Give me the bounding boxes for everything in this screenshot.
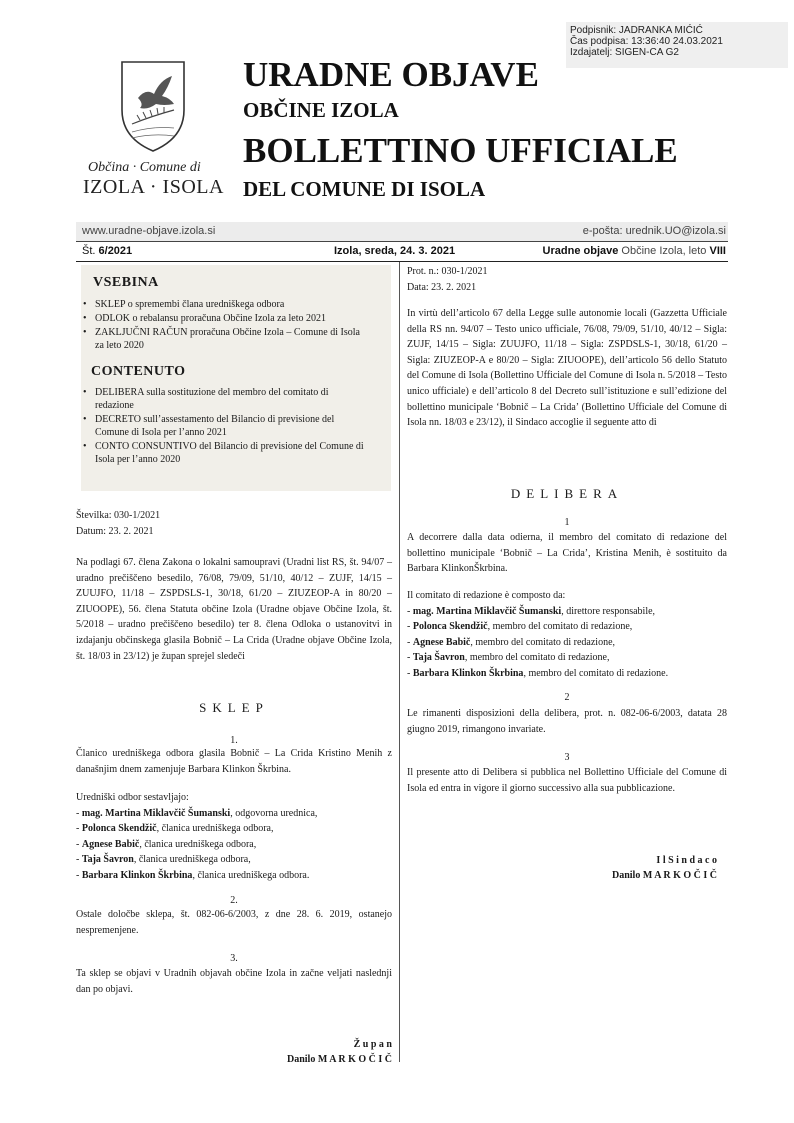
publication-year: VIII <box>709 245 726 257</box>
toc-item[interactable]: • ODLOK o rebalansu proračuna Občine Izola za leto 2021 <box>83 312 368 325</box>
issue-number <box>82 245 132 257</box>
toc-heading-slovene: VSEBINA <box>93 275 159 290</box>
right-article-2: Le rimanenti disposizioni della delibera, prot. n. 082-06-6/2003, datata 28 giugno 2019, rimangono invariate. <box>407 708 727 735</box>
member-role: , članica uredniškega odbora, <box>156 823 274 835</box>
left-board-member: - Barbara Klinkon Škrbina, članica uredniškega odbora. <box>76 869 310 881</box>
member-role: , članica uredniškega odbora, <box>133 854 251 866</box>
crest-municipality-name: IZOLA · ISOLA <box>83 176 224 198</box>
right-board-member: - mag. Martina Miklavčič Šumanski, direttore responsabile, <box>407 605 656 617</box>
member-name: Agnese Babič <box>412 636 471 648</box>
right-article-number: 2 <box>564 692 570 703</box>
toc-item[interactable]: • SKLEP o spremembi člana uredniškega odbora <box>83 298 368 311</box>
toc-item[interactable]: • CONTO CONSUNTIVO del Bilancio di previsione del Comune di Isola per l’anno 2020 <box>83 440 368 466</box>
left-ref-number: Številka: 030-1/2021 <box>76 510 161 521</box>
member-name: Barbara Klinkon Škrbina <box>81 869 193 881</box>
left-article-3: Ta sklep se objavi v Uradnih objavah občine Izola in začne veljati naslednji dan po objavi. <box>76 968 392 995</box>
url-bar <box>76 222 728 242</box>
signer-first-name: Danilo <box>286 1054 316 1065</box>
issue-number-label: Št. <box>82 245 96 257</box>
subtitle-slovene: OBČINE IZOLA <box>243 98 399 122</box>
left-article-1: Članico uredniškega odbora glasila Bobnič – La Crida Kristino Menih z današnjim dnem zamenjuje Barbara Klinkon Škrbina. <box>76 748 392 775</box>
left-article-2: Ostale določbe sklepa, št. 082-06-6/2003, z dne 28. 6. 2019, ostanejo nespremenjene. <box>76 909 392 936</box>
signer-last-name: M A R K O Č I Č <box>642 870 717 881</box>
left-article-number: 2. <box>230 895 238 906</box>
right-board-member: - Barbara Klinkon Škrbina, membro del comitato di redazione. <box>407 667 669 679</box>
member-name: Polonca Skendžič <box>412 621 488 633</box>
left-ref-date: Datum: 23. 2. 2021 <box>76 525 154 537</box>
member-name: Taja Šavron <box>412 652 465 664</box>
member-role: , direttore responsabile, <box>561 605 656 617</box>
issue-bar <box>76 243 728 262</box>
website-link[interactable]: www.uradne-objave.izola.si <box>82 225 216 237</box>
right-ref-number: Prot. n.: 030-1/2021 <box>407 266 488 277</box>
toc-heading-italian: CONTENUTO <box>91 364 186 379</box>
signer-first-name: Danilo <box>611 870 641 881</box>
title-italian: BOLLETTINO UFFICIALE <box>243 131 678 170</box>
member-name: mag. Martina Miklavčič Šumanski <box>412 605 562 617</box>
left-board-member: - Polonca Skendžič, članica uredniškega odbora, <box>76 823 274 835</box>
toc-list-italian <box>83 386 368 467</box>
digital-signature-box <box>566 22 788 68</box>
toc-item[interactable]: • ZAKLJUČNI RAČUN proračuna Občine Izola – Comune di Isola za leto 2020 <box>83 326 368 352</box>
issue-publication <box>543 245 726 257</box>
toc-item[interactable]: • DELIBERA sulla sostituzione del membro del comitato di redazione <box>83 386 368 412</box>
member-name: mag. Martina Miklavčič Šumanski <box>81 807 231 819</box>
member-role: , odgovorna urednica, <box>230 807 318 819</box>
right-reference <box>407 264 727 295</box>
right-board-member: - Polonca Skendžič, membro del comitato di redazione, <box>407 621 633 633</box>
member-name: Barbara Klinkon Škrbina <box>412 667 524 679</box>
right-intro-paragraph: In virtù dell’articolo 67 della Legge sulle autonomie locali (Gazzetta Ufficiale della RS nn. 94/07 – Testo unico ufficiale, 76/08, 79/09, 51/10, 40/12 – Sigla: ZUJF, 14/15 – Sigla: ZUUJFO, 11/18 – Sigla: ZSPDSLS-1, 30/18, 61/20 – Sigla: ZIUZEOP-A e 80/20 – Sigla: ZIUOOPE), dell’articolo 56 dello Statuto del Comune di Isola (Bollettino Ufficiale del Comune di Isola n. 5/2018 – Testo unico ufficiale) e dell’articolo 8 del Decreto sull’istituzione e sull’edizione del bollettino municipale ‘Bobnič – La Crida’ (Bollettino Ufficiale del Comune di Isola nn. 18/03 e 23/12), il Sindaco accoglie il seguente atto di <box>407 308 727 429</box>
publication-rest: Občine Izola, leto <box>621 245 707 257</box>
left-article-number: 1. <box>230 735 238 746</box>
left-board-intro: Uredniški odbor sestavljajo: <box>76 792 189 803</box>
signer-last-name: M A R K O Č I Č <box>317 1054 392 1065</box>
left-board-member: - mag. Martina Miklavčič Šumanski, odgovorna urednica, <box>76 807 318 819</box>
municipal-crest-icon <box>118 58 188 154</box>
left-board-member: - Taja Šavron, članica uredniškega odbora, <box>76 854 251 866</box>
left-article-number: 3. <box>230 953 238 964</box>
signature-signer: Podpisnik: JADRANKA MIĆIĆ <box>570 25 703 36</box>
right-article-number: 3 <box>564 752 570 763</box>
member-role: , membro del comitato di redazione, <box>487 621 633 633</box>
member-role: , članica uredniškega odbora, <box>139 838 257 850</box>
member-role: , članica uredniškega odbora. <box>192 869 310 881</box>
right-article-number: 1 <box>564 517 570 528</box>
toc-list-slovene <box>83 298 368 353</box>
email-link[interactable]: e-pošta: urednik.UO@izola.si <box>582 225 726 237</box>
toc-item[interactable]: • DECRETO sull’assestamento del Bilancio di previsione del Comune di Isola per l’anno 2021 <box>83 413 368 439</box>
table-of-contents <box>81 265 391 491</box>
issue-number-value: 6/2021 <box>98 245 133 257</box>
member-role: , membro del comitato di redazione, <box>470 636 616 648</box>
right-board-list <box>407 588 727 682</box>
member-name: Agnese Babič <box>81 838 140 850</box>
left-signature-name <box>76 1052 392 1068</box>
signature-issuer: Izdajatelj: SIGEN-CA G2 <box>570 47 679 58</box>
member-role: , membro del comitato di redazione. <box>523 667 669 679</box>
subtitle-italian: DEL COMUNE DI ISOLA <box>243 177 486 201</box>
crest-caption: Občina · Comune di <box>88 160 201 175</box>
right-board-member: - Agnese Babič, membro del comitato di redazione, <box>407 636 616 648</box>
member-name: Taja Šavron <box>81 854 134 866</box>
right-signature-title: I l S i n d a c o <box>656 855 717 866</box>
right-article-3: Il presente atto di Delibera si pubblica nel Bollettino Ufficiale del Comune di Isola ed entra in vigore il giorno successivo alla sua pubblicazione. <box>407 767 727 794</box>
right-board-intro: Il comitato di redazione è composto da: <box>407 590 566 601</box>
left-signature-title: Ž u p a n <box>353 1039 392 1050</box>
publication-name: Uradne objave <box>542 245 619 257</box>
right-article-1: A decorrere dalla data odierna, il membro del comitato di redazione del bollettino municipale ‘Bobnič – La Crida’, Kristina Menih, è sostituito da Barbara KlinkonŠkrbina. <box>407 532 727 575</box>
left-board-member: - Agnese Babič, članica uredniškega odbora, <box>76 838 257 850</box>
left-board-list <box>76 790 392 884</box>
right-ref-date: Data: 23. 2. 2021 <box>407 281 477 293</box>
left-act-heading: SKLEP <box>199 700 269 715</box>
member-role: , membro del comitato di redazione, <box>464 652 610 664</box>
column-separator <box>399 262 400 1062</box>
signature-time: Čas podpisa: 13:36:40 24.03.2021 <box>570 36 723 47</box>
left-reference <box>76 508 392 539</box>
member-name: Polonca Skendžič <box>81 823 157 835</box>
right-signature-name <box>407 868 717 884</box>
right-act-heading: DELIBERA <box>510 486 624 501</box>
issue-place-date: Izola, sreda, 24. 3. 2021 <box>334 245 456 257</box>
left-intro-paragraph: Na podlagi 67. člena Zakona o lokalni samoupravi (Uradni list RS, št. 94/07 – uradno prečiščeno besedilo, 76/08, 79/09, 51/10, 40/12 – ZUJF, 14/15 – ZUUJFO, 11/18 – ZSPDSLS-1, 30/18, 61/20 – ZIUZEOP-A in 80/20 – ZIUOOPE), 56. člena Statuta občine Izola (Uradne objave Občine Izola, št. 5/2018 – uradno prečiščeno besedilo) ter 8. člena Odloka o ustanovitvi in izdajanju občinskega glasila Bobnič – La Crida (Uradne objave Občine Izola, št. 18/03 in 23/12) je župan sprejel sledeči <box>76 557 392 662</box>
title-slovene: URADNE OBJAVE <box>243 55 539 94</box>
right-board-member: - Taja Šavron, membro del comitato di redazione, <box>407 652 610 664</box>
